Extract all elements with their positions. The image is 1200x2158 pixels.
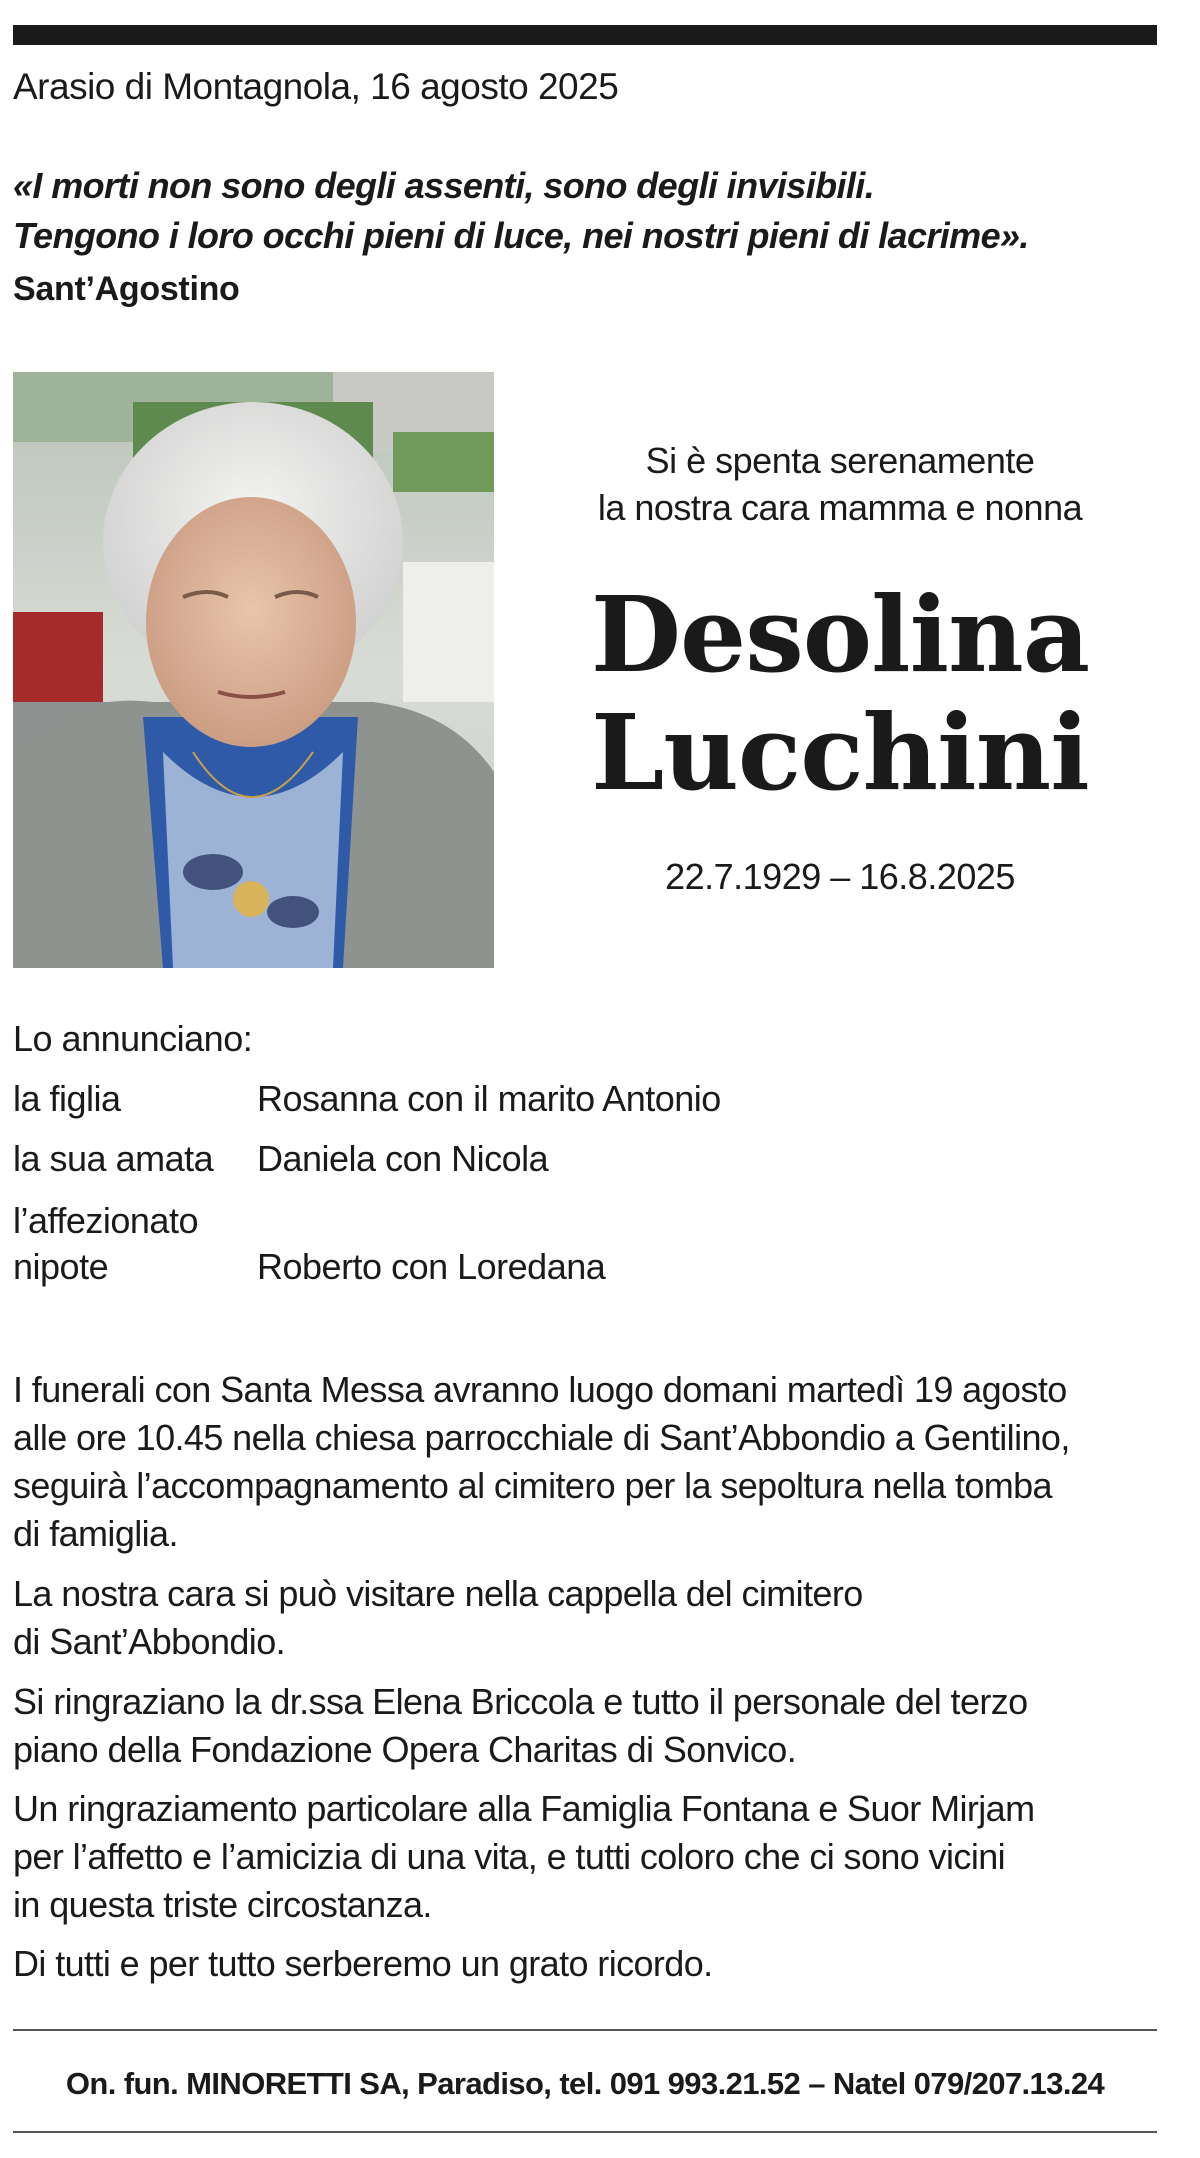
text-line: alle ore 10.45 nella chiesa parrocchiale di Sant’Abbondio a Gentilino, (13, 1417, 1070, 1458)
deceased-first-name: Desolina (590, 573, 1090, 696)
text-line: I funerali con Santa Messa avranno luogo domani martedì 19 agosto (13, 1369, 1067, 1410)
intro-line-2: la nostra cara mamma e nonna (597, 487, 1083, 528)
closing-line: Di tutti e per tutto serberemo un grato ricordo. (13, 1943, 713, 1984)
footer-rule-bottom (13, 2131, 1157, 2133)
top-rule (13, 25, 1157, 45)
text-line: piano della Fondazione Opera Charitas di Sonvico. (13, 1729, 797, 1770)
visit-paragraph (13, 1570, 1163, 1666)
relative-relation: la sua amata (13, 1138, 214, 1179)
place-date: Arasio di Montagnola, 16 agosto 2025 (13, 66, 619, 107)
relative-names: Rosanna con il marito Antonio (257, 1078, 721, 1119)
text-line: seguirà l’accompagnamento al cimitero per la sepoltura nella tomba (13, 1465, 1052, 1506)
text-line: per l’affetto e l’amicizia di una vita, e tutti coloro che ci sono vicini (13, 1836, 1006, 1877)
relative-relation: l’affezionato (13, 1200, 198, 1241)
quote (13, 161, 1029, 261)
portrait-photo (13, 372, 494, 968)
footer-rule-top (13, 2029, 1157, 2031)
relative-names: Daniela con Nicola (257, 1138, 549, 1179)
funeral-paragraph (13, 1366, 1163, 1558)
quote-line-2: Tengono i loro occhi pieni di luce, nei nostri pieni di lacrime». (13, 215, 1029, 256)
relative-relation: la figlia (13, 1078, 121, 1119)
life-dates: 22.7.1929 – 16.8.2025 (665, 856, 1015, 897)
relative-names: Roberto con Loredana (257, 1246, 606, 1287)
thanks-paragraph-2 (13, 1785, 1163, 1929)
thanks-paragraph-1 (13, 1678, 1163, 1774)
deceased-last-name: Lucchini (591, 691, 1089, 814)
text-line: La nostra cara si può visitare nella cappella del cimitero (13, 1573, 863, 1614)
intro-line-1: Si è spenta serenamente (645, 440, 1035, 481)
text-line: in questa triste circostanza. (13, 1884, 432, 1925)
text-line: Un ringraziamento particolare alla Famiglia Fontana e Suor Mirjam (13, 1788, 1035, 1829)
text-line: Si ringraziano la dr.ssa Elena Briccola e tutto il personale del terzo (13, 1681, 1028, 1722)
quote-author: Sant’Agostino (13, 270, 240, 308)
text-line: di famiglia. (13, 1513, 178, 1554)
funeral-home-footer: On. fun. MINORETTI SA, Paradiso, tel. 091 993.21.52 – Natel 079/207.13.24 (65, 2066, 1105, 2101)
announcement-heading: Lo annunciano: (13, 1018, 253, 1059)
text-line: di Sant’Abbondio. (13, 1621, 286, 1662)
quote-line-1: «I morti non sono degli assenti, sono degli invisibili. (13, 165, 875, 206)
relative-relation-cont: nipote (13, 1246, 109, 1287)
